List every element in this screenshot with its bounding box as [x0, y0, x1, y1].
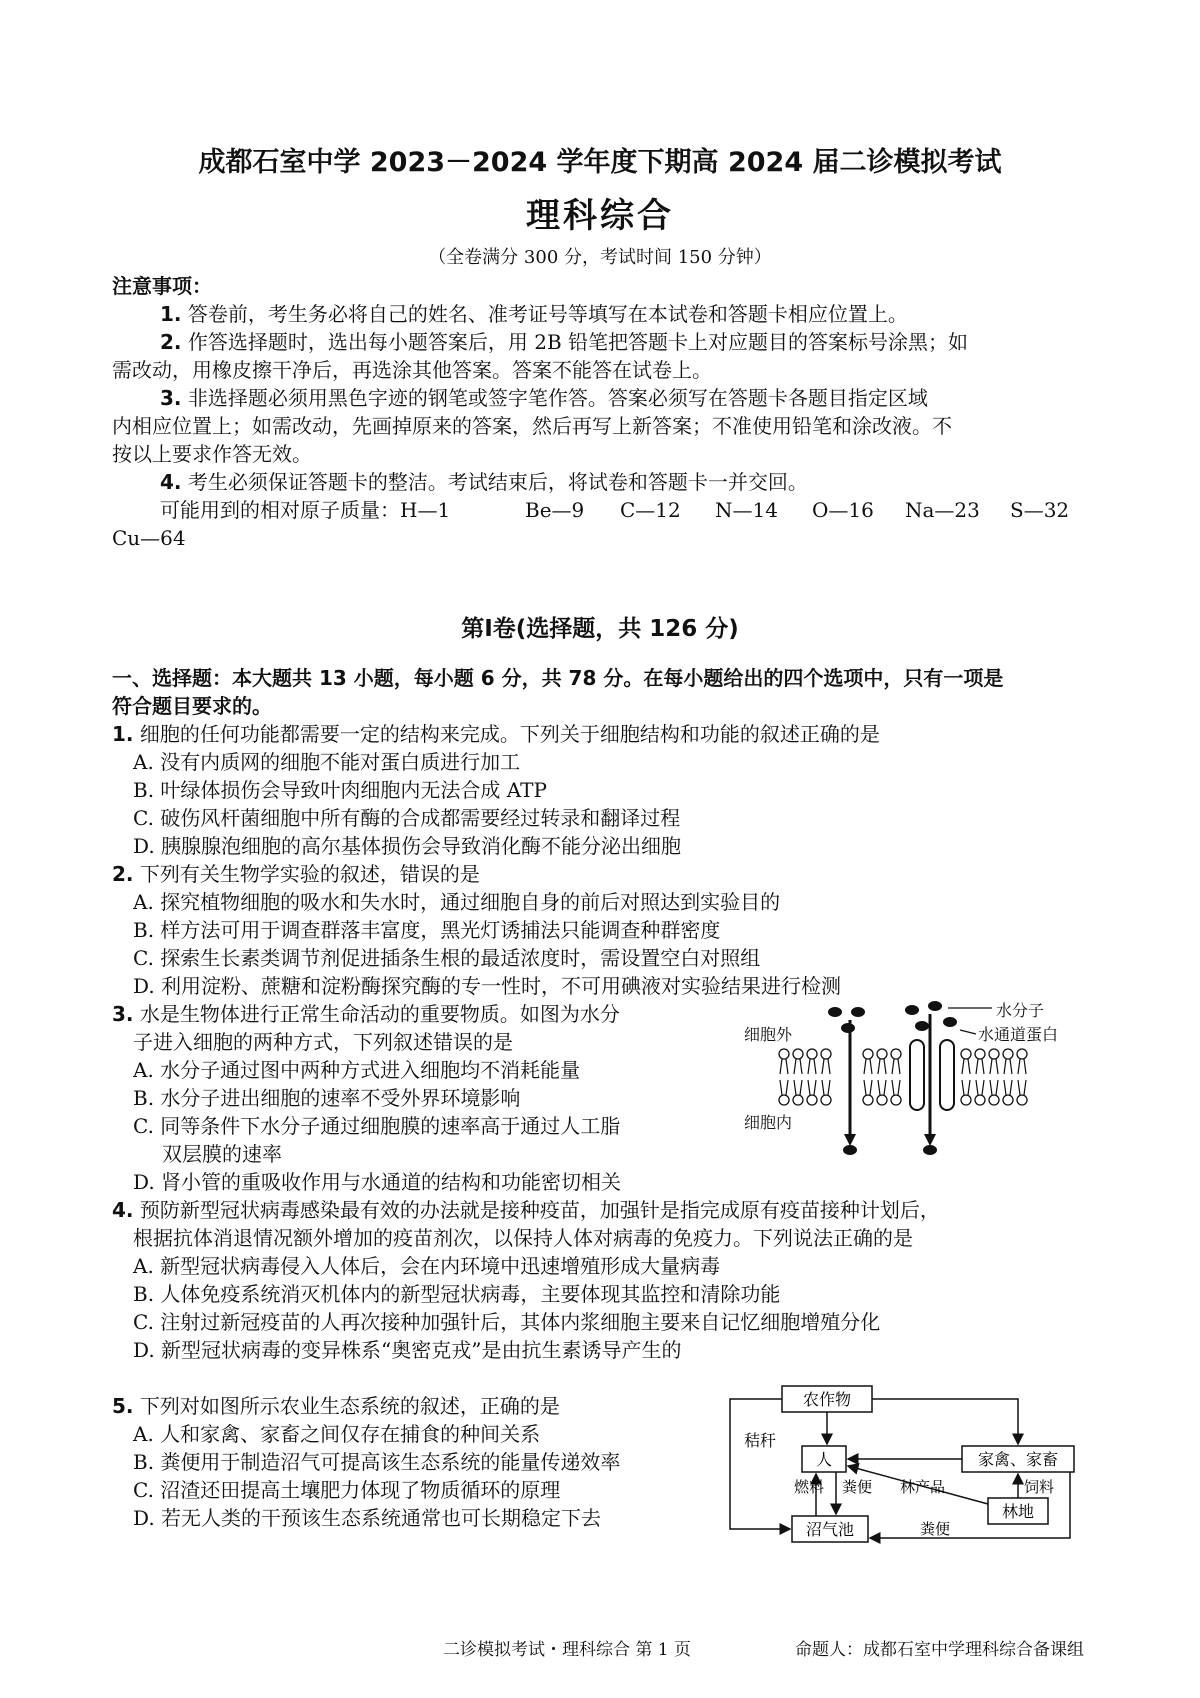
label-outside: 细胞外 — [744, 1025, 793, 1044]
notice-text: 按以上要求作答无效。 — [112, 442, 312, 466]
phospholipid-tail — [962, 1080, 970, 1095]
phospholipid-tail — [962, 1059, 970, 1074]
water-molecule — [828, 1007, 842, 1017]
lipid-bilayer — [779, 1049, 1027, 1105]
phospholipid-head — [821, 1095, 831, 1105]
option: C. 破伤风杆菌细胞中所有酶的合成都需要经过转录和翻译过程 — [133, 806, 681, 830]
phospholipid-tail — [878, 1059, 886, 1074]
phospholipid-head — [891, 1049, 901, 1059]
exam-title: 成都石室中学 2023－2024 学年度下期高 2024 届二诊模拟考试 — [198, 147, 1002, 178]
notice-text: 内相应位置上；如需改动，先画掉原来的答案，然后再写上新答案；不准使用铅笔和涂改液。不 — [112, 414, 952, 438]
phospholipid-head — [877, 1049, 887, 1059]
phospholipid-tail — [1004, 1080, 1012, 1095]
phospholipid-head — [793, 1095, 803, 1105]
phospholipid-head — [961, 1049, 971, 1059]
atomic-mass: Be—9 — [525, 498, 585, 522]
phospholipid-tail — [808, 1059, 816, 1074]
notice-num: 1. — [160, 302, 182, 326]
phospholipid-tail — [864, 1080, 872, 1095]
atomic-mass: S—32 — [1010, 498, 1070, 522]
channel-protein-left — [910, 1040, 924, 1110]
ecosystem-figure — [720, 1380, 1090, 1548]
phospholipid-head — [877, 1095, 887, 1105]
phospholipid-tail — [822, 1080, 830, 1095]
notice-num: 3. — [160, 386, 182, 410]
question-number: 3. — [112, 1002, 134, 1026]
question-stem — [112, 720, 880, 748]
question-number: 4. — [112, 1198, 134, 1222]
phospholipid-tail — [892, 1080, 900, 1095]
arrowhead — [844, 1134, 856, 1146]
phospholipid-tail — [990, 1059, 998, 1074]
water-molecule — [905, 1005, 919, 1015]
phospholipid-head — [779, 1095, 789, 1105]
phospholipid-tail — [1018, 1059, 1026, 1074]
phospholipid-head — [821, 1049, 831, 1059]
crops-label: 农作物 — [802, 1390, 852, 1409]
forest-label: 林地 — [1001, 1502, 1035, 1521]
water-molecule — [915, 1021, 929, 1031]
question-text: 根据抗体消退情况额外增加的疫苗剂次，以保持人体对病毒的免疫力。下列说法正确的是 — [133, 1226, 913, 1250]
water-molecule — [943, 1017, 957, 1027]
notice-num: 2. — [160, 330, 182, 354]
page-footer: 二诊模拟考试・理科综合 第 1 页 — [443, 1640, 692, 1660]
phospholipid-head — [1017, 1049, 1027, 1059]
phospholipid-head — [891, 1095, 901, 1105]
question-text: 预防新型冠状病毒感染最有效的办法就是接种疫苗，加强针是指完成原有疫苗接种计划后， — [139, 1198, 940, 1222]
notice-item — [160, 300, 908, 328]
option: A. 探究植物细胞的吸水和失水时，通过细胞自身的前后对照达到实验目的 — [133, 890, 781, 914]
option: C. 注射过新冠疫苗的人再次接种加强针后，其体内浆细胞主要来自记忆细胞增殖分化 — [133, 1310, 881, 1334]
notice-num: 4. — [160, 470, 182, 494]
exam-meta: （全卷满分 300 分，考试时间 150 分钟） — [428, 247, 772, 268]
question-number: 1. — [112, 722, 134, 746]
phospholipid-tail — [780, 1059, 788, 1074]
notice-text: 作答选择题时，选出每小题答案后，用 2B 铅笔把答题卡上对应题目的答案标号涂黑；如 — [187, 330, 969, 354]
phospholipid-head — [1003, 1049, 1013, 1059]
poultry-label: 家禽、家畜 — [977, 1450, 1059, 1469]
fuel-label: 燃料 — [794, 1478, 825, 1496]
option: C. 沼渣还田提高土壤肥力体现了物质循环的原理 — [133, 1478, 561, 1502]
arrow-crops-poultry — [872, 1399, 1018, 1444]
phospholipid-tail — [976, 1080, 984, 1095]
question-text: 下列有关生物学实验的叙述，错误的是 — [139, 862, 480, 886]
water-molecule — [928, 1001, 942, 1011]
question-stem — [112, 1196, 940, 1224]
section-intro: 一、选择题：本大题共 13 小题，每小题 6 分，共 78 分。在每小题给出的四个选项中，只有一项是 — [112, 666, 1004, 690]
option: A. 水分子通过图中两种方式进入细胞均不消耗能量 — [133, 1058, 581, 1082]
phospholipid-head — [989, 1095, 999, 1105]
phospholipid-tail — [878, 1080, 886, 1095]
phospholipid-head — [807, 1095, 817, 1105]
exam-subject: 理科综合 — [526, 196, 674, 236]
section-intro: 符合题目要求的。 — [112, 694, 272, 718]
label-channel: 水通道蛋白 — [978, 1025, 1059, 1044]
option: A. 新型冠状病毒侵入人体后，会在内环境中迅速增殖形成大量病毒 — [133, 1254, 721, 1278]
atomic-mass: N—14 — [715, 498, 778, 522]
notice-heading: 注意事项： — [112, 274, 212, 298]
question-text: 水是生物体进行正常生命活动的重要物质。如图为水分 — [139, 1002, 620, 1026]
water-molecule — [923, 1145, 937, 1155]
arrowhead — [924, 1134, 936, 1146]
biogas-label: 沼气池 — [805, 1520, 855, 1539]
phospholipid-tail — [892, 1059, 900, 1074]
feces-label-2: 粪便 — [920, 1520, 951, 1538]
question-stem — [112, 1392, 560, 1420]
notice-text: 非选择题必须用黑色字迹的钢笔或签字笔作答。答案必须写在答题卡各题目指定区域 — [187, 386, 928, 410]
question-stem — [112, 1000, 620, 1028]
option: D. 肾小管的重吸收作用与水通道的结构和功能密切相关 — [133, 1170, 622, 1194]
feces-label: 粪便 — [842, 1478, 873, 1496]
membrane-figure — [740, 1000, 1080, 1160]
phospholipid-head — [863, 1095, 873, 1105]
notice-text: 考生必须保证答题卡的整洁。考试结束后，将试卷和答题卡一并交回。 — [187, 470, 808, 494]
water-molecule — [843, 1145, 857, 1155]
water-molecule — [841, 1023, 855, 1033]
phospholipid-head — [863, 1049, 873, 1059]
phospholipid-tail — [976, 1059, 984, 1074]
option: C. 探索生长素类调节剂促进插条生根的最适浓度时，需设置空白对照组 — [133, 946, 761, 970]
phospholipid-head — [779, 1049, 789, 1059]
option: B. 叶绿体损伤会导致叶肉细胞内无法合成 ATP — [133, 778, 547, 802]
question-stem — [112, 860, 480, 888]
question-number: 2. — [112, 862, 134, 886]
phospholipid-head — [961, 1095, 971, 1105]
notice-text: 需改动，用橡皮擦干净后，再选涂其他答案。答案不能答在试卷上。 — [112, 358, 712, 382]
notice-text: 答卷前，考生务必将自己的姓名、准考证号等填写在本试卷和答题卡相应位置上。 — [187, 302, 908, 326]
notice-item — [160, 328, 968, 356]
phospholipid-tail — [794, 1080, 802, 1095]
option: D. 若无人类的干预该生态系统通常也可长期稳定下去 — [133, 1506, 602, 1530]
phospholipid-tail — [822, 1059, 830, 1074]
atomic-mass: H—1 — [400, 498, 451, 522]
phospholipid-head — [1017, 1095, 1027, 1105]
label-water: 水分子 — [996, 1001, 1045, 1020]
arrow-straw — [730, 1399, 790, 1529]
label-inside: 细胞内 — [744, 1113, 793, 1132]
atomic-mass-line — [160, 496, 450, 524]
feed-label: 饲料 — [1024, 1478, 1055, 1496]
atomic-mass: C—12 — [620, 498, 681, 522]
option: B. 人体免疫系统消灭机体内的新型冠状病毒，主要体现其监控和清除功能 — [133, 1282, 781, 1306]
option: A. 没有内质网的细胞不能对蛋白质进行加工 — [133, 750, 521, 774]
atomic-mass-label: 可能用到的相对原子质量： — [160, 498, 400, 522]
phospholipid-head — [807, 1049, 817, 1059]
option: D. 胰腺腺泡细胞的高尔基体损伤会导致消化酶不能分泌出细胞 — [133, 834, 682, 858]
phospholipid-head — [975, 1049, 985, 1059]
channel-leader-line — [960, 1030, 976, 1034]
question-text: 子进入细胞的两种方式，下列叙述错误的是 — [133, 1030, 513, 1054]
option: A. 人和家禽、家畜之间仅存在捕食的种间关系 — [133, 1422, 541, 1446]
question-number: 5. — [112, 1394, 134, 1418]
option: B. 样方法可用于调查群落丰富度，黑光灯诱捕法只能调查种群密度 — [133, 918, 721, 942]
option: D. 利用淀粉、蔗糖和淀粉酶探究酶的专一性时，不可用碘液对实验结果进行检测 — [133, 974, 842, 998]
phospholipid-head — [793, 1049, 803, 1059]
option: 双层膜的速率 — [162, 1142, 282, 1166]
notice-item — [160, 384, 928, 412]
question-text: 细胞的任何功能都需要一定的结构来完成。下列关于细胞结构和功能的叙述正确的是 — [139, 722, 880, 746]
phospholipid-tail — [794, 1059, 802, 1074]
phospholipid-head — [1003, 1095, 1013, 1105]
channel-protein-right — [940, 1040, 954, 1110]
phospholipid-tail — [780, 1080, 788, 1095]
option: B. 水分子进出细胞的速率不受外界环境影响 — [133, 1086, 521, 1110]
forest-products-label: 林产品 — [900, 1478, 946, 1496]
part1-title: 第Ⅰ卷(选择题，共 126 分) — [461, 616, 739, 642]
phospholipid-head — [975, 1095, 985, 1105]
atomic-mass: O—16 — [812, 498, 874, 522]
phospholipid-tail — [1018, 1080, 1026, 1095]
phospholipid-tail — [990, 1080, 998, 1095]
atomic-mass: Na—23 — [905, 498, 980, 522]
phospholipid-tail — [1004, 1059, 1012, 1074]
notice-item — [160, 468, 808, 496]
human-label: 人 — [815, 1450, 833, 1469]
water-molecule — [851, 1007, 865, 1017]
phospholipid-tail — [808, 1080, 816, 1095]
phospholipid-tail — [864, 1059, 872, 1074]
option: C. 同等条件下水分子通过细胞膜的速率高于通过人工脂 — [133, 1114, 621, 1138]
straw-label: 秸秆 — [744, 1431, 777, 1450]
option: D. 新型冠状病毒的变异株系“奥密克戎”是由抗生素诱导产生的 — [133, 1338, 682, 1362]
phospholipid-head — [989, 1049, 999, 1059]
atomic-mass: Cu—64 — [112, 526, 186, 550]
question-text: 下列对如图所示农业生态系统的叙述，正确的是 — [139, 1394, 560, 1418]
footer-author: 命题人：成都石室中学理科综合备课组 — [795, 1640, 1084, 1660]
option: B. 粪便用于制造沼气可提高该生态系统的能量传递效率 — [133, 1450, 621, 1474]
